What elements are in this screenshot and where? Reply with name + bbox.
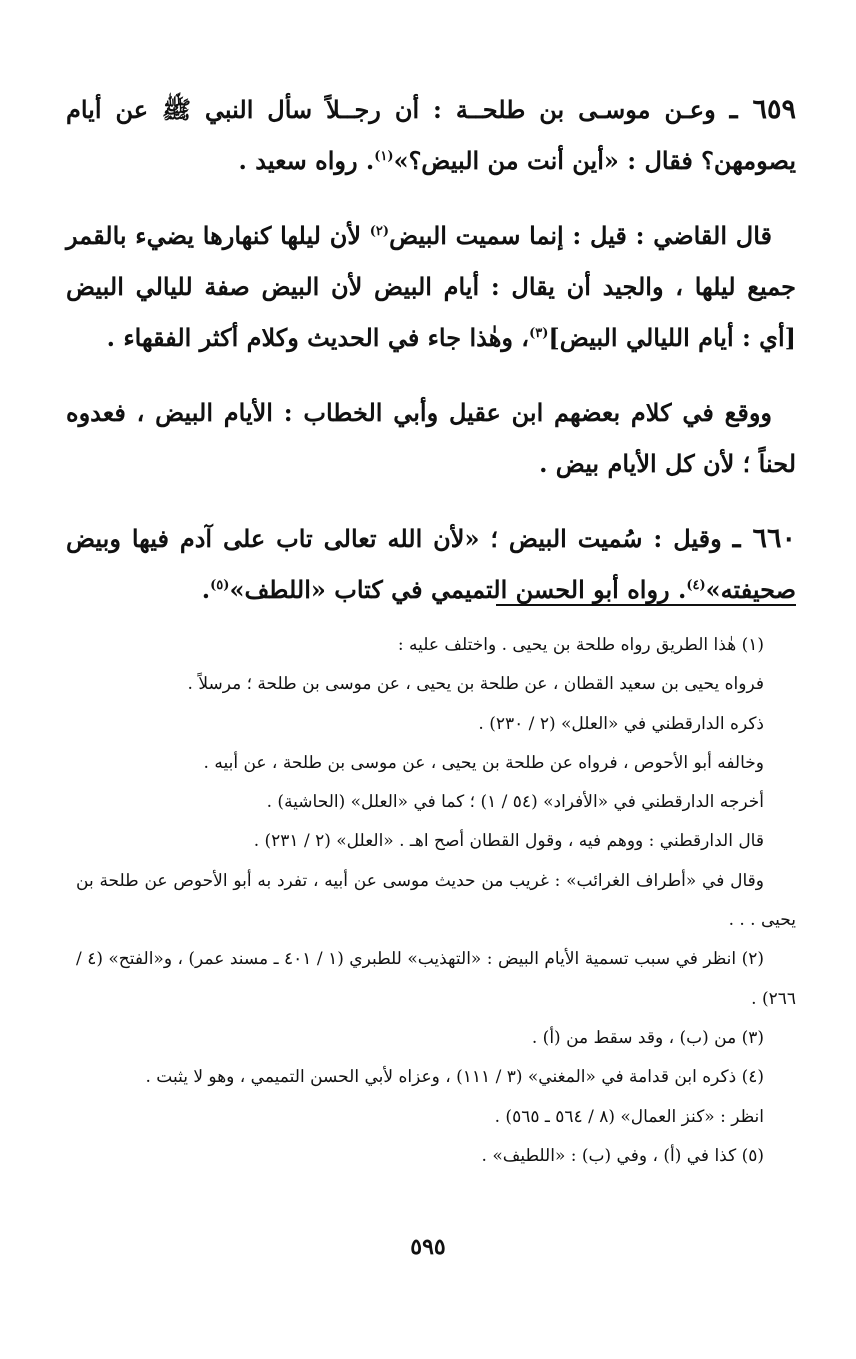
footnote-line: (٥) كذا في (أ) ، وفي (ب) : «اللطيف» . bbox=[481, 1145, 764, 1166]
page-number: ٥٩٥ bbox=[410, 1234, 446, 1260]
qadi-text-c: ، وهٰذا جاء في الحديث وكلام أكثر الفقهاء . bbox=[106, 323, 530, 352]
footnote-line: أخرجه الدارقطني في «الأفراد» (٥٤ / ١) ؛ كما في «العلل» (الحاشية) . bbox=[266, 792, 764, 813]
footnote-ref-4: (٤) bbox=[686, 578, 706, 593]
footnote-line: وقال في «أطراف الغرائب» : غريب من حديث موسى عن أبيه ، تفرد به أبو الأحوص عن طلحة بن يحيى . . . bbox=[76, 870, 796, 931]
footnotes bbox=[76, 626, 796, 1176]
hadith-660-end: . bbox=[201, 575, 211, 604]
footnote-line: قال الدارقطني : ووهم فيه ، وقول القطان أصح اهـ . «العلل» (٢ / ٢٣١) . bbox=[253, 831, 764, 852]
hadith-659 bbox=[66, 84, 796, 186]
footnote-ref-5: (٥) bbox=[210, 578, 230, 593]
footnote-line: وخالفه أبو الأحوص ، فرواه عن طلحة بن يحيى ، عن موسى بن طلحة ، عن أبيه . bbox=[203, 752, 764, 773]
footnote-line: (٣) من (ب) ، وقد سقط من (أ) . bbox=[531, 1027, 764, 1048]
footnote-ref-1: (١) bbox=[374, 149, 394, 164]
footnote-line: (٢) انظر في سبب تسمية الأيام البيض : «التهذيب» للطبري (١ / ٤٠١ ـ مسند عمر) ، و«الفتح» (٤ / ٢٦٦) . bbox=[76, 949, 796, 1009]
footnote-separator bbox=[496, 604, 796, 606]
waqa-paragraph bbox=[66, 387, 796, 489]
hadith-number-659: ٦٥٩ ـ bbox=[729, 94, 797, 125]
main-text bbox=[66, 84, 796, 639]
footnote-line: ذكره الدارقطني في «العلل» (٢ / ٢٣٠) . bbox=[478, 713, 764, 734]
footnote-line: انظر : «كنز العمال» (٨ / ٥٦٤ ـ ٥٦٥) . bbox=[494, 1106, 764, 1127]
hadith-660-narrator: . رواه أبو الحسن التميمي في كتاب «اللطف» bbox=[229, 575, 687, 604]
qadi-paragraph bbox=[66, 210, 796, 363]
waqa-text: ووقع في كلام بعضهم ابن عقيل وأبي الخطاب : الأيام البيض ، فعدوه لحناً ؛ لأن كل الأيام بيض . bbox=[66, 398, 796, 478]
qadi-text-b: لأن ليلها كنهارها يضيء بالقمر جميع ليلها ، والجيد أن يقال : أيام البيض لأن البيض صفة لليالي البيض [أي : أيام الليالي البيض] bbox=[66, 221, 796, 352]
hadith-number-660: ٦٦٠ ـ bbox=[732, 523, 796, 554]
hadith-659-narrator: . رواه سعيد . bbox=[238, 146, 375, 175]
footnote-line: (١) هٰذا الطريق رواه طلحة بن يحيى . واختلف عليه : bbox=[397, 635, 764, 655]
hadith-660-text: وقيل : سُميت البيض ؛ «لأن الله تعالى تاب على آدم فيها وبيض صحيفته» bbox=[66, 524, 796, 604]
footnote-ref-2: (٢) bbox=[369, 224, 390, 239]
hadith-659-text: وعـن موسـى بن طلحــة : أن رجــلاً سأل النبي ﷺ عن أيام يصومهن؟ فقال : «أين أنت من البيض؟» bbox=[66, 95, 796, 175]
footnote-line: فرواه يحيى بن سعيد القطان ، عن طلحة بن يحيى ، عن موسى بن طلحة ؛ مرسلاً . bbox=[187, 674, 764, 695]
qadi-text-a: قال القاضي : قيل : إنما سميت البيض bbox=[389, 221, 772, 250]
footnote-line: (٤) ذكره ابن قدامة في «المغني» (٣ / ١١١) ، وعزاه لأبي الحسن التميمي ، وهو لا يثبت . bbox=[145, 1067, 764, 1088]
footnote-ref-3: (٣) bbox=[529, 326, 549, 341]
hadith-660 bbox=[66, 513, 796, 615]
